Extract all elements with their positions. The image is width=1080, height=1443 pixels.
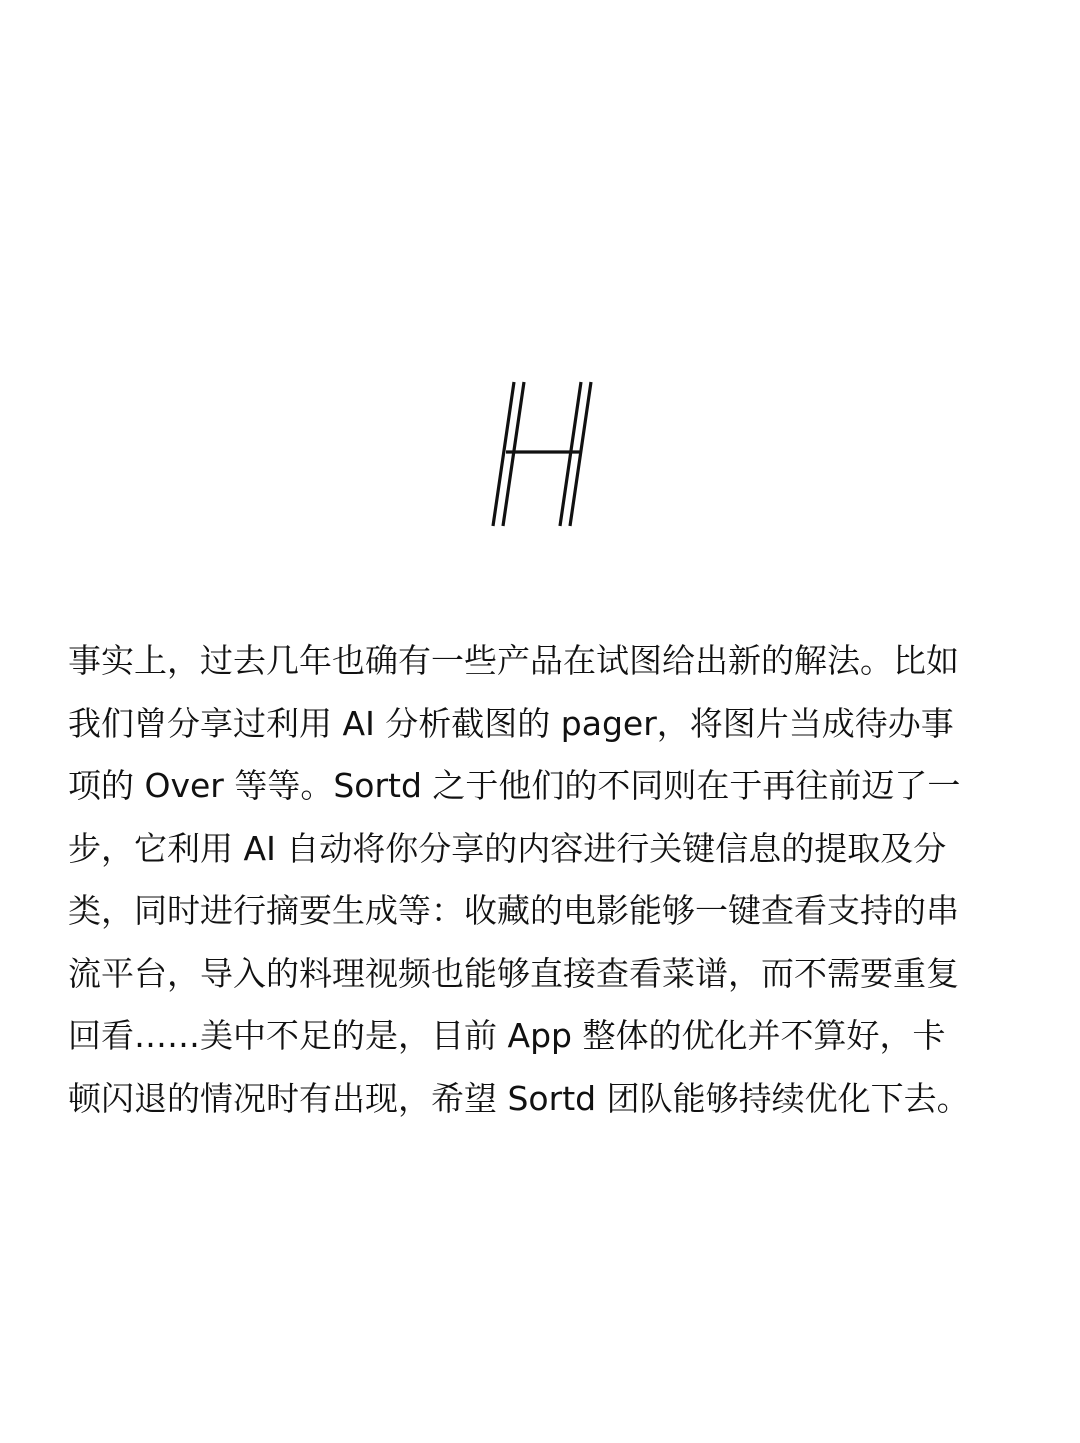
paragraph-line: 我们曾分享过利用 AI 分析截图的 pager，将图片当成待办事 (68, 703, 954, 743)
paragraph-line: 流平台，导入的料理视频也能够直接查看菜谱，而不需要重复 (68, 953, 959, 993)
h-logo-icon (480, 372, 604, 536)
paragraph-line: 类，同时进行摘要生成等：收藏的电影能够一键查看支持的串 (68, 891, 959, 930)
paragraph-line: 回看……美中不足的是，目前 App 整体的优化并不算好，卡 (68, 1016, 946, 1055)
paragraph-line: 事实上，过去几年也确有一些产品在试图给出新的解法。比如 (68, 641, 959, 680)
paragraph-line: 步，它利用 AI 自动将你分享的内容进行关键信息的提取及分 (68, 828, 947, 868)
article-paragraph (68, 630, 1012, 1130)
paragraph-line: 项的 Over 等等。Sortd 之于他们的不同则在于再往前迈了一 (68, 766, 961, 805)
paragraph-line: 顿闪退的情况时有出现，希望 Sortd 团队能够持续优化下去。 (68, 1078, 970, 1118)
